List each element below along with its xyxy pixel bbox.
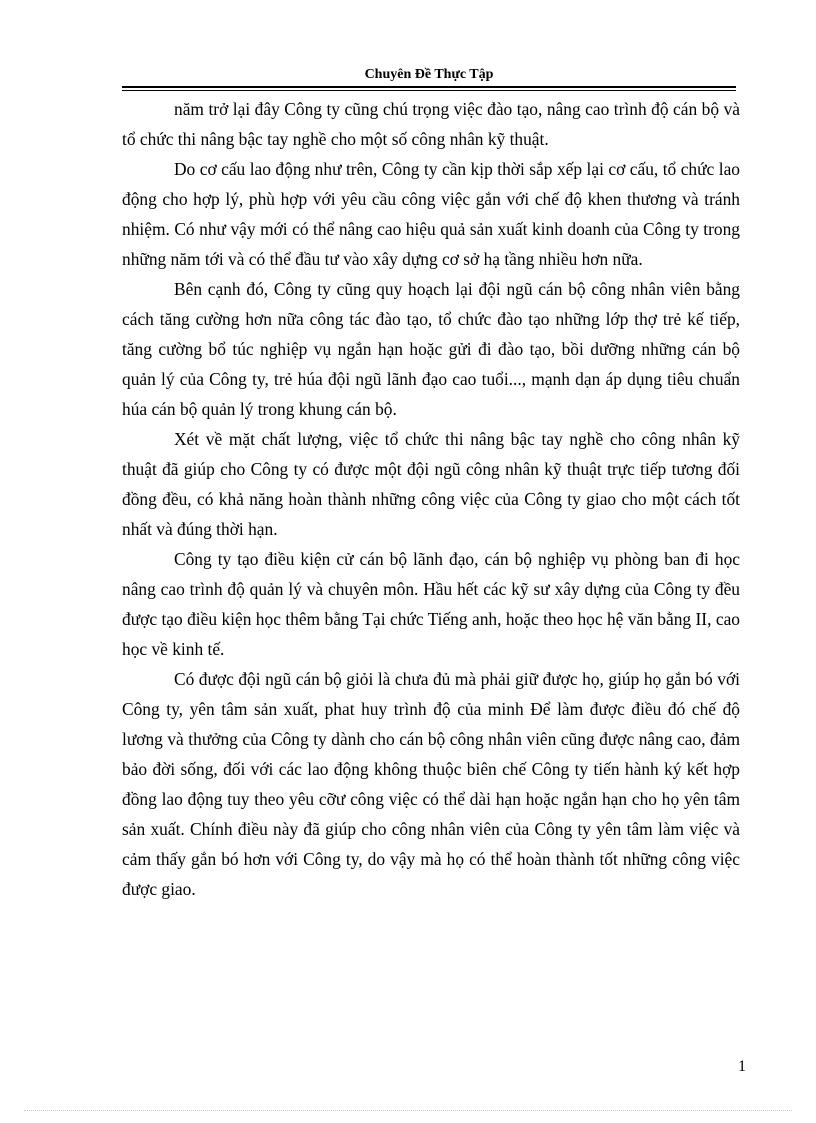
paragraph-6: Có được đội ngũ cán bộ giỏi là chưa đủ mà phải giữ được họ, giúp họ gắn bó với Công ty, yên tâm sản xuất, phat huy trình độ của minh Để làm được điều đó chế độ lương và thưởng của Công ty dành cho cán bộ công nhân viên cũng được nâng cao, đảm bảo đời sống, đối với các lao động không thuộc biên chế Công ty tiến hành ký kết hợp đồng lao động tuy theo yêu cỡư công việc có thể dài hạn hoặc ngắn hạn cho họ yên tâm sản xuất. Chính điều này đã giúp cho công nhân viên của Công ty yên tâm làm việc và cảm thấy gắn bó hơn với Công ty, do vậy mà họ có thể hoàn thành tốt những công việc được giao.: [122, 669, 740, 899]
paragraph-4: Xét về mặt chất lượng, việc tổ chức thi nâng bậc tay nghề cho công nhân kỹ thuật đã giúp cho Công ty có được một đội ngũ công nhân kỹ thuật trực tiếp tương đối đồng đều, có khả năng hoàn thành những công việc của Công ty giao cho một cách tốt nhất và đúng thời hạn.: [122, 429, 740, 539]
page-number: 1: [738, 1058, 746, 1075]
paragraph-3: Bên cạnh đó, Công ty cũng quy hoạch lại đội ngũ cán bộ công nhân viên bằng cách tăng cường hơn nữa công tác đào tạo, tổ chức đào tạo những lớp thợ trẻ kế tiếp, tăng cường bổ túc nghiệp vụ ngắn hạn hoặc gửi đi đào tạo, bồi dưỡng những cán bộ quản lý của Công ty, trẻ húa đội ngũ lãnh đạo cao tuổi..., mạnh dạn áp dụng tiêu chuẩn húa cán bộ quản lý trong khung cán bộ.: [122, 279, 740, 419]
page-header-title: Chuyên Đề Thực Tập: [364, 67, 494, 82]
body-text: [122, 94, 740, 904]
paragraph-2: Do cơ cấu lao động như trên, Công ty cần kịp thời sắp xếp lại cơ cấu, tổ chức lao động cho hợp lý, phù hợp với yêu cầu công việc gắn với chế độ khen thương và tránh nhiệm. Có như vậy mới có thể nâng cao hiệu quả sản xuất kinh doanh của Công ty trong những năm tới và có thể đầu tư vào xây dựng cơ sở hạ tầng nhiều hơn nữa.: [122, 159, 740, 269]
paragraph-1: năm trở lại đây Công ty cũng chú trọng việc đào tạo, nâng cao trình độ cán bộ và tổ chức thi nâng bậc tay nghề cho một số công nhân kỹ thuật.: [122, 99, 740, 149]
paragraph-5: Công ty tạo điều kiện cử cán bộ lãnh đạo, cán bộ nghiệp vụ phòng ban đi học nâng cao trình độ quản lý và chuyên môn. Hầu hết các kỹ sư xây dựng của Công ty đều được tạo điều kiện học thêm bằng Tại chức Tiếng anh, hoặc theo học hệ văn bằng II, cao học về kinh tế.: [122, 549, 740, 659]
header-rule-thin: [122, 90, 736, 91]
header-rule-thick: [122, 86, 736, 88]
footer-dotted-line: [24, 1110, 792, 1111]
